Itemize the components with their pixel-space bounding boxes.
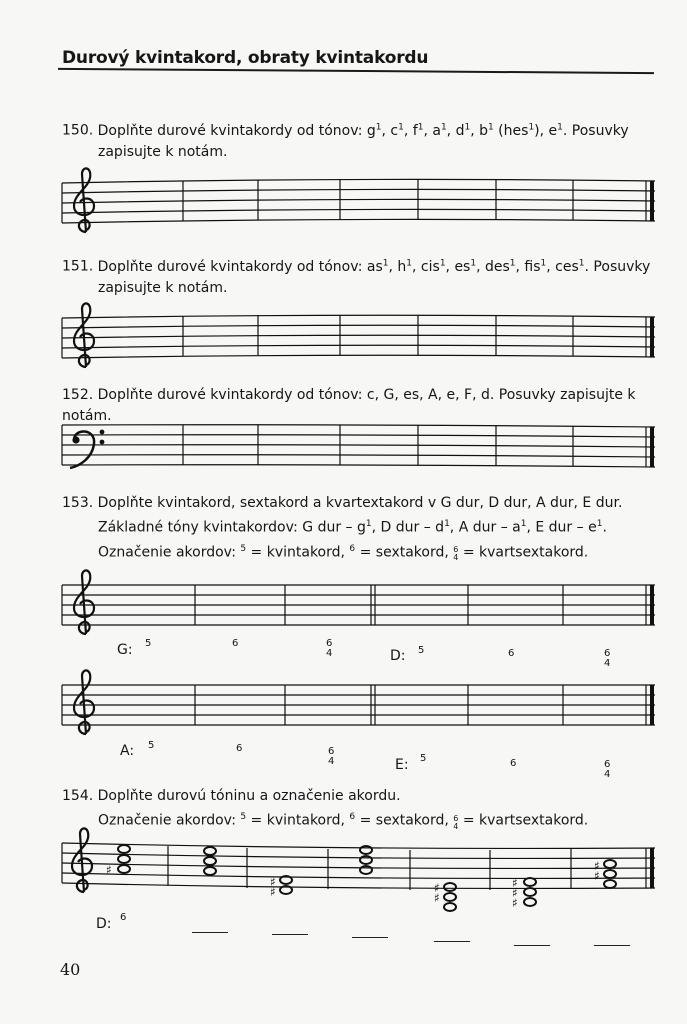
task-153-line1: Doplňte kvintakord, sextakord a kvartextakord v G dur, D dur, A dur, E dur. — [97, 495, 623, 511]
task-154-number: 154. — [62, 788, 94, 804]
answer-blank[interactable] — [352, 937, 388, 938]
page-number: 40 — [60, 960, 81, 979]
key-label-d-example: D: — [96, 916, 112, 932]
task-154-line2: Označenie akordov: $^5$ = kvintakord, $^6$ = sextakord, 6 4 = kvartsextakord. — [98, 812, 589, 831]
svg-text:♯: ♯ — [270, 875, 276, 889]
staff-152 — [62, 425, 655, 468]
task-150-line1: Doplňte durové kvintakordy od tónov: $g^1$, $c^1$, $f^1$, $a^1$, $d^1$, $b^1$ (hes$^1$), $e^1$. Posuvky — [97, 122, 629, 139]
answer-blank[interactable] — [192, 932, 228, 933]
figure-5: 5 — [420, 753, 427, 764]
task-151-line1: Doplňte durové kvintakordy od tónov: $as^1$, $h^1$, cis$^1$, $es^1$, des$^1$, fis$^1$, ces$^1$. Posuvky — [97, 258, 651, 275]
figure-6: 6 — [510, 758, 517, 769]
key-label-e: E: — [395, 757, 409, 773]
svg-text:♯: ♯ — [270, 885, 276, 899]
svg-text:♯: ♯ — [512, 886, 518, 900]
svg-text:♯: ♯ — [512, 876, 518, 890]
figure-5: 5 — [148, 740, 155, 751]
answer-blank[interactable] — [272, 934, 308, 935]
svg-text:♯: ♯ — [106, 863, 112, 877]
answer-blank[interactable] — [434, 941, 470, 942]
figure-64: 6 4 — [604, 759, 611, 780]
figure-6-example: 6 — [120, 912, 127, 923]
task-154-line1: Doplňte durovú tóninu a označenie akordu. — [97, 788, 401, 804]
staff-150 — [62, 168, 655, 232]
task-153-line2: Základné tóny kvintakordov: G dur – $g^1$, D dur – $d^1$, A dur – $a^1$, E dur – $e^1$. — [98, 519, 607, 536]
staff-153b — [62, 670, 655, 734]
svg-text:♯: ♯ — [594, 859, 600, 873]
section-heading: Durový kvintakord, obraty kvintakordu — [62, 48, 429, 68]
staff-151 — [62, 303, 655, 367]
figure-64: 6 4 — [328, 746, 335, 767]
task-152-number: 152. — [62, 387, 94, 403]
svg-text:♯: ♯ — [434, 881, 440, 895]
staff-154 — [62, 828, 655, 892]
figure-6: 6 — [236, 743, 243, 754]
key-label-a: A: — [120, 743, 135, 759]
figure-64: 6 4 — [326, 638, 333, 659]
task-150-line2: zapisujte k notám. — [98, 143, 228, 160]
svg-text:♯: ♯ — [594, 869, 600, 883]
key-label-g: G: — [117, 642, 133, 658]
figure-5: 5 — [145, 638, 152, 649]
figure-5: 5 — [418, 645, 425, 656]
figure-6: 6 — [232, 638, 239, 649]
figure-6: 6 — [508, 648, 515, 659]
svg-text:♯: ♯ — [512, 896, 518, 910]
task-153-line3: Označenie akordov: $^5$ = kvintakord, $^6$ = sextakord, 6 4 = kvartsextakord. — [98, 543, 589, 563]
staff-153a — [62, 570, 655, 634]
key-label-d: D: — [390, 648, 406, 664]
task-150-number: 150. — [62, 122, 94, 139]
task-151-number: 151. — [62, 258, 94, 275]
task-151-line2: zapisujte k notám. — [98, 279, 228, 296]
answer-blank[interactable] — [594, 945, 630, 946]
answer-blank[interactable] — [514, 945, 550, 946]
figure-64: 6 4 — [604, 648, 611, 669]
task-153-number: 153. — [62, 495, 94, 511]
task-152-line1: Doplňte durové kvintakordy od tónov: c, G, es, A, e, F, d. Posuvky zapisujte k notám. — [62, 387, 636, 424]
svg-text:♯: ♯ — [434, 891, 440, 905]
